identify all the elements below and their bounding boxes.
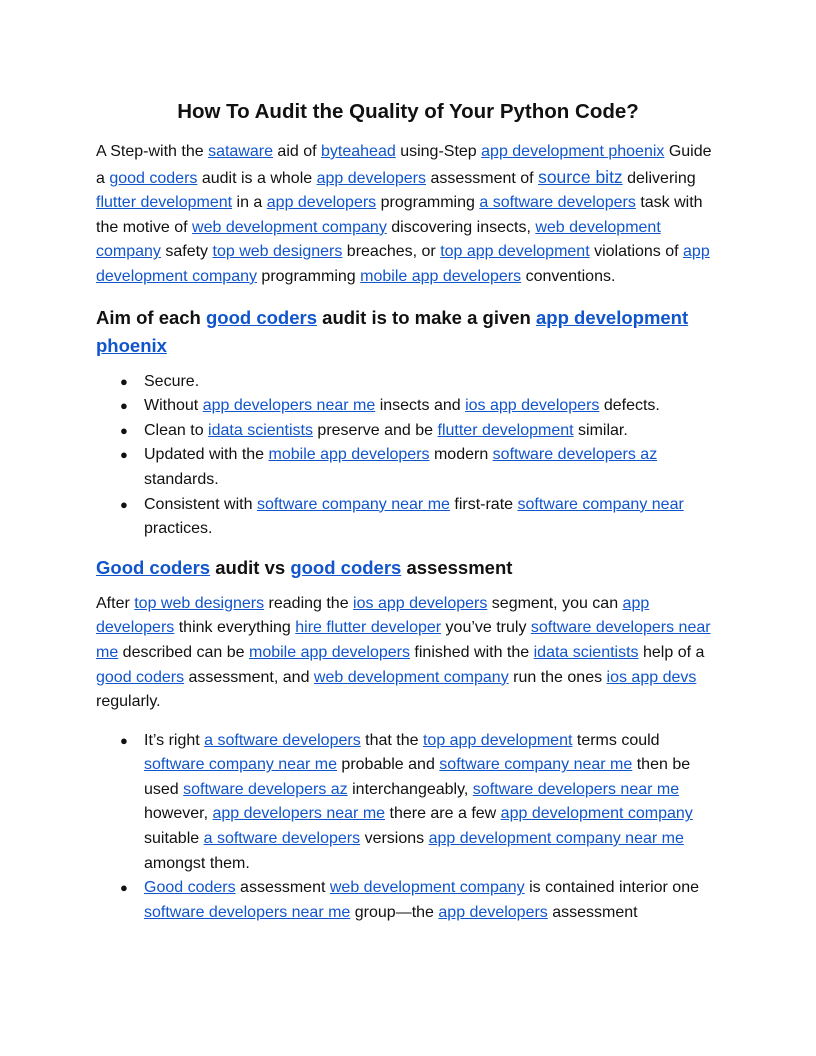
text-run: After [96,594,135,612]
hyperlink[interactable]: web development company [192,218,387,236]
text-run: there are a few [385,805,501,823]
bullet-item [120,729,720,877]
text-run: suitable [144,830,204,848]
bullet-item [120,876,720,925]
text-run: group—the [350,903,439,921]
text-run: Consistent with [144,495,257,513]
hyperlink[interactable]: mobile app developers [248,643,410,661]
text-run: task with the motive of [96,194,703,236]
hyperlink[interactable]: software company near me [256,495,450,513]
bullet-dot-icon: ● [120,422,128,438]
section-heading-aim [96,304,720,360]
hyperlink[interactable]: app development company [96,243,710,285]
hyperlink[interactable]: ios app devs [606,668,697,686]
hyperlink[interactable]: idata scientists [533,643,639,661]
hyperlink[interactable]: web development company [96,218,661,261]
text-run: is contained interior one [524,879,699,897]
hyperlink[interactable]: Good coders [96,556,211,578]
text-run: Without [144,397,203,415]
hyperlink[interactable]: mobile app developers [360,267,522,285]
hyperlink[interactable]: app developers near me [202,397,376,415]
text-run: A Step-with the [96,143,209,160]
text-run: however, [144,805,213,823]
text-run: practices. [144,520,213,538]
text-run: similar. [573,421,628,439]
text-run: think everything [174,619,296,637]
hyperlink[interactable]: source bitz [538,166,623,187]
bullet-dot-icon: ● [120,732,128,748]
hyperlink[interactable]: flutter development [96,194,233,212]
audit-vs-assessment-paragraph [96,592,720,715]
text-run: safety [160,243,213,261]
intro-paragraph [96,140,720,290]
text-run: preserve and be [312,421,438,439]
text-run: in a [232,194,267,212]
text-run: terms could [572,731,660,749]
text-run: assessment of [426,169,539,187]
hyperlink[interactable]: software developers near me [144,903,351,921]
hyperlink[interactable]: sataware [208,143,273,160]
hyperlink[interactable]: hire flutter developer [295,619,442,637]
text-run: using-Step [395,143,482,160]
text-run: discovering insects, [386,218,536,236]
text-run: versions [360,830,429,848]
text-run: first-rate [449,495,518,513]
hyperlink[interactable]: good coders [109,169,198,187]
text-run: regularly. [96,693,161,711]
text-run: Secure. [144,372,200,390]
bullet-item [120,419,720,444]
text-run: assessment [547,903,638,921]
hyperlink[interactable]: a software developers [204,731,361,749]
text-run: violations of [589,243,684,261]
hyperlink[interactable]: top app development [422,731,573,749]
hyperlink[interactable]: good coders [206,306,318,328]
text-run: interchangeably, [347,780,473,798]
bullet-item [120,493,720,542]
bullet-dot-icon: ● [120,496,128,512]
hyperlink[interactable]: software developers near me [96,619,711,661]
text-run: aid of [272,143,322,160]
page-title: How To Audit the Quality of Your Python Code? [177,100,639,123]
hyperlink[interactable]: ios app developers [353,594,488,612]
text-run: audit vs [210,556,291,578]
hyperlink[interactable]: app development company [500,805,693,823]
hyperlink[interactable]: top web designers [134,594,265,612]
hyperlink[interactable]: software company near me [144,756,337,774]
text-run: assessment [235,879,330,897]
hyperlink[interactable]: software company near me [439,756,633,774]
hyperlink[interactable]: mobile app developers [268,446,430,464]
text-run: segment, you can [487,594,623,612]
text-run: Updated with the [144,446,269,464]
text-run: conventions. [521,267,616,285]
text-run: programming [256,267,361,285]
section-heading-audit-vs-assessment [96,554,720,582]
text-run: Aim of each [96,306,206,328]
bullet-item [120,443,720,492]
bullet-dot-icon: ● [120,373,128,389]
bullet-dot-icon: ● [120,880,128,896]
text-run: you’ve truly [441,619,531,637]
text-run: breaches, or [342,243,441,261]
hyperlink[interactable]: software company near [517,495,684,513]
hyperlink[interactable]: top web designers [212,243,343,261]
bullet-item [120,370,720,395]
hyperlink[interactable]: app developers [96,594,650,637]
hyperlink[interactable]: good coders [96,668,185,686]
text-run: probable and [336,756,440,774]
text-run: reading the [264,594,354,612]
hyperlink[interactable]: app developers near me [212,805,386,823]
bullet-dot-icon: ● [120,398,128,414]
text-run: delivering [622,169,696,187]
hyperlink[interactable]: a software developers [479,194,636,212]
text-run: standards. [144,470,219,488]
hyperlink[interactable]: byteahead [321,143,396,160]
hyperlink[interactable]: app developers [438,903,548,921]
text-run: insects and [375,397,466,415]
text-run: described can be [118,643,249,661]
text-run: audit is to make a given [317,306,536,328]
hyperlink[interactable]: software developers az [492,446,658,464]
bullet-dot-icon: ● [120,447,128,463]
hyperlink[interactable]: web development company [313,668,509,686]
text-run: assessment, and [184,668,314,686]
hyperlink[interactable]: app developers [266,194,377,212]
text-run: programming [376,194,480,212]
text-run: amongst them. [144,854,250,872]
hyperlink[interactable]: app development company near me [428,830,684,848]
hyperlink[interactable]: software developers near me [472,780,680,798]
hyperlink[interactable]: software developers az [183,780,348,798]
text-run: Guide a [96,143,712,187]
assessment-bullet-list [96,729,720,926]
text-run: Clean to [144,421,209,439]
bullet-item [120,394,720,419]
text-run: finished with the [409,643,534,661]
hyperlink[interactable]: Good coders [144,879,236,897]
text-run: help of a [638,643,705,661]
hyperlink[interactable]: app development phoenix [96,306,689,356]
text-run: then be used [144,756,691,798]
hyperlink[interactable]: flutter development [437,421,574,439]
hyperlink[interactable]: app development phoenix [481,143,665,160]
hyperlink[interactable]: idata scientists [208,421,313,439]
text-run: It’s right [144,731,205,749]
text-run: defects. [599,397,660,415]
hyperlink[interactable]: web development company [329,879,525,897]
hyperlink[interactable]: top app development [440,243,590,261]
hyperlink[interactable]: good coders [290,556,402,578]
aim-bullet-list [96,370,720,542]
hyperlink[interactable]: app developers [316,169,427,187]
text-run: audit is a whole [197,169,317,187]
text-run: run the ones [508,668,607,686]
text-run: that the [360,731,423,749]
hyperlink[interactable]: ios app developers [465,397,600,415]
hyperlink[interactable]: a software developers [203,830,361,848]
text-run: assessment [401,556,513,578]
text-run: modern [429,446,493,464]
